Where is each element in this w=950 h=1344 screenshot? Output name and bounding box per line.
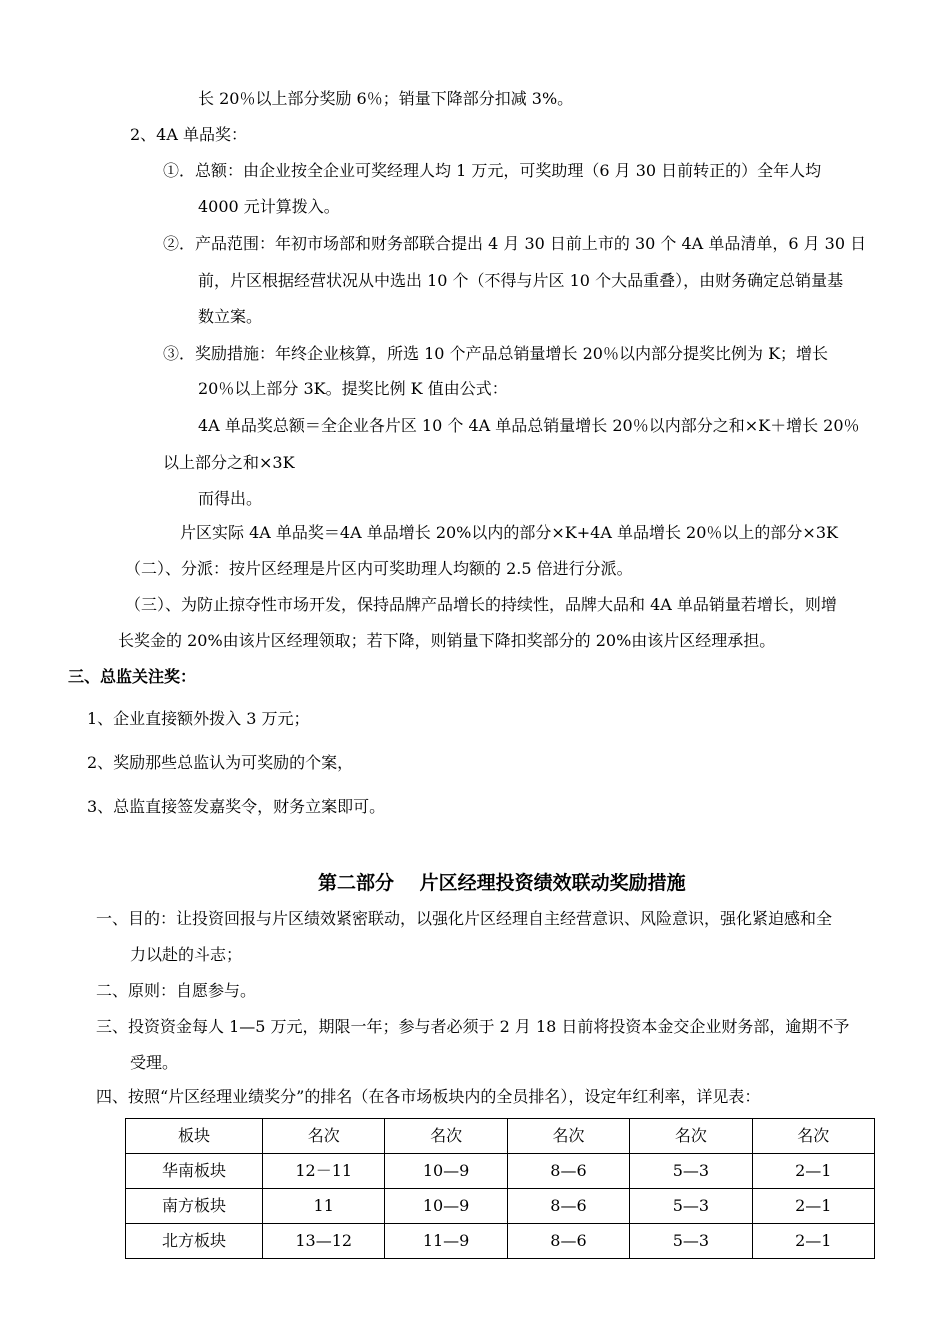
table-cell: 5—3 — [630, 1224, 752, 1259]
table-cell: 5—3 — [630, 1189, 752, 1224]
text-line: 力以赴的斗志； — [130, 945, 243, 964]
text-line: 四、按照“片区经理业绩奖分”的排名（在各市场板块内的全员排名），设定年红利率，详见表： — [96, 1087, 761, 1106]
section-heading: 2、4A 单品奖： — [130, 125, 248, 144]
text-line: 4000 元计算拨入。 — [198, 197, 340, 216]
table-row — [126, 1154, 875, 1189]
table-cell: 11—9 — [385, 1224, 507, 1259]
list-item: 3、总监直接签发嘉奖令，财务立案即可。 — [87, 797, 386, 816]
table-header-cell: 名次 — [630, 1119, 752, 1154]
table-cell: 2—1 — [752, 1189, 874, 1224]
table-cell: 11 — [263, 1189, 385, 1224]
list-item: 1、企业直接额外拨入 3 万元； — [87, 709, 310, 728]
list-item: 2、奖励那些总监认为可奖励的个案， — [87, 753, 354, 772]
table-row — [126, 1224, 875, 1259]
section-heading: 三、总监关注奖： — [68, 667, 197, 686]
text-line: 20％以上部分 3K。提奖比例 K 值由公式： — [198, 379, 508, 398]
text-line: 前，片区根据经营状况从中选出 10 个（不得与片区 10 个大品重叠），由财务确定总销量基 — [198, 271, 844, 290]
text-line: 受理。 — [130, 1053, 179, 1072]
table-cell: 2—1 — [752, 1154, 874, 1189]
text-line: 三、投资资金每人 1—5 万元，期限一年；参与者必须于 2 月 18 日前将投资本金交企业财务部，逾期不予 — [96, 1017, 850, 1036]
table-cell: 12－11 — [263, 1154, 385, 1189]
text-line: ②．产品范围：年初市场部和财务部联合提出 4 月 30 日前上市的 30 个 4A 单品清单，6 月 30 日 — [163, 234, 867, 253]
table-header-cell: 名次 — [507, 1119, 629, 1154]
table-header-cell: 板块 — [126, 1119, 263, 1154]
table-cell: 5—3 — [630, 1154, 752, 1189]
formula-line: 片区实际 4A 单品奖＝4A 单品增长 20%以内的部分×K+4A 单品增长 20％以上的部分×3K — [180, 523, 838, 542]
part-title: 第二部分 片区经理投资绩效联动奖励措施 — [318, 872, 686, 894]
table-cell: 北方板块 — [126, 1224, 263, 1259]
ranking-table — [125, 1118, 875, 1259]
table-header-cell: 名次 — [385, 1119, 507, 1154]
text-line: 长奖金的 20%由该片区经理领取；若下降，则销量下降扣奖部分的 20%由该片区经理承担。 — [118, 631, 776, 650]
table-cell: 南方板块 — [126, 1189, 263, 1224]
text-line: 二、原则：自愿参与。 — [96, 981, 257, 1000]
table-cell: 华南板块 — [126, 1154, 263, 1189]
text-line: 长 20％以上部分奖励 6％；销量下降部分扣减 3%。 — [198, 89, 574, 108]
table-cell: 10—9 — [385, 1189, 507, 1224]
table-cell: 8—6 — [507, 1224, 629, 1259]
text-line: （三）、为防止掠夺性市场开发，保持品牌产品增长的持续性，品牌大品和 4A 单品销量若增长，则增 — [125, 595, 837, 614]
text-line: 数立案。 — [198, 307, 263, 326]
table-header-cell: 名次 — [752, 1119, 874, 1154]
formula-line: 4A 单品奖总额＝全企业各片区 10 个 4A 单品总销量增长 20％以内部分之和×K＋增长 20％ — [198, 416, 860, 435]
table-header-cell: 名次 — [263, 1119, 385, 1154]
formula-line: 以上部分之和×3K — [163, 453, 295, 472]
table-cell: 13—12 — [263, 1224, 385, 1259]
text-line: ③．奖励措施：年终企业核算，所选 10 个产品总销量增长 20％以内部分提奖比例为 K；增长 — [163, 344, 829, 363]
text-line: 一、目的：让投资回报与片区绩效紧密联动，以强化片区经理自主经营意识、风险意识，强化紧迫感和全 — [96, 909, 833, 928]
text-line: （二）、分派：按片区经理是片区内可奖助理人均额的 2.5 倍进行分派。 — [125, 559, 633, 578]
table-cell: 2—1 — [752, 1224, 874, 1259]
table-cell: 10—9 — [385, 1154, 507, 1189]
table-cell: 8—6 — [507, 1189, 629, 1224]
table-cell: 8—6 — [507, 1154, 629, 1189]
text-line: 而得出。 — [198, 489, 263, 508]
table-header-row — [126, 1119, 875, 1154]
text-line: ①．总额：由企业按全企业可奖经理人均 1 万元，可奖助理（6 月 30 日前转正的）全年人均 — [163, 161, 822, 180]
table-row — [126, 1189, 875, 1224]
